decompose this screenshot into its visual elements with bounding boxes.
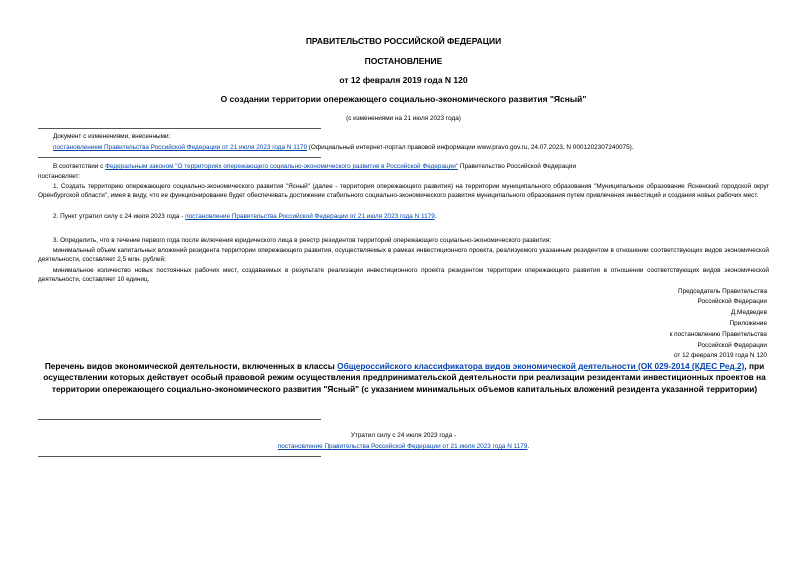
preamble xyxy=(53,162,576,171)
decides-label: постановляет: xyxy=(38,173,81,180)
item-2-post: . xyxy=(434,213,437,220)
item-3a: минимальный объем капитальных вложений резидента территории опережающего развития, осуществляемых в рамках инвестиционного проекта, реализуемого указанным резидентом в отношении соответствующих видов экономической деятельности, составляет 2,5 млн. рублей; xyxy=(38,247,769,264)
item-3b: минимальное количество новых постоянных рабочих мест, создаваемых в результате реализации инвестиционного проекта резидентом территории опережающего развития в отношении соответствующих видов экономической деятельности, составляет 10 единиц. xyxy=(38,267,769,284)
appendix-country: Российской Федерации xyxy=(697,342,767,349)
changes-tail: (Официальный интернет-портал правовой информации www.pravo.gov.ru, 24.07.2023, N 0001202307240075). xyxy=(307,144,634,151)
changes-intro: Документ с изменениями, внесенными: xyxy=(53,133,171,140)
divider-bottom xyxy=(38,157,321,158)
okved-link[interactable]: Общероссийского классификатора видов экономической деятельности (ОК 029-2014 (КДЕС Ред.2) xyxy=(337,361,745,371)
changes-line xyxy=(53,143,634,152)
void-line-1: Утратил силу с 24 июля 2023 года - xyxy=(350,432,457,439)
preamble-post: Правительство Российской Федерации xyxy=(458,163,577,170)
item-1: 1. Создать территорию опережающего социально-экономического развития "Ясный" (далее - территория опережающего развития) на территории муниципального образования "Муниципальное образование Ясненский городской округ Оренбургской области", имея в виду, что ее функционирование будет обеспечивать достижение стабильного социально-экономического развития муниципального образования путем привлечения инвестиций и создания новых рабочих мест. xyxy=(38,183,769,200)
divider-void-bottom xyxy=(38,456,321,457)
revision-note: (с изменениями на 21 июля 2023 года) xyxy=(346,115,461,122)
item-2-link[interactable]: постановление Правительства Российской Федерации от 21 июля 2023 года N 1179 xyxy=(185,213,435,220)
document-date: от 12 февраля 2019 года N 120 xyxy=(339,75,468,85)
signature-title: Председатель Правительства xyxy=(678,288,767,295)
list-title-post: , при осуществлении которых действует особый правовой режим осуществления предпринимательской деятельности при реализации резидентами инвестиционных проектов на территории опережающего социально-экономического развития "Ясный" (с указанием минимальных объемов капитальных вложений резидента указанной территории) xyxy=(43,361,766,394)
appendix-ref: к постановлению Правительства xyxy=(669,331,767,338)
appendix-date: от 12 февраля 2019 года N 120 xyxy=(674,352,767,359)
changes-link[interactable]: постановлением Правительства Российской Федерации от 21 июля 2023 года N 1179 xyxy=(53,144,307,151)
list-title-pre: Перечень видов экономической деятельности, включенных в классы xyxy=(44,361,338,371)
signature-country: Российской Федерации xyxy=(697,298,767,305)
void-line-2 xyxy=(0,442,807,451)
appendix-label: Приложение xyxy=(729,320,767,327)
void-link[interactable]: постановление Правительства Российской Федерации от 21 июля 2023 года N 1179 xyxy=(277,443,528,450)
item-2 xyxy=(53,212,437,221)
preamble-pre: В соответствии с xyxy=(53,163,106,170)
document-type: ПОСТАНОВЛЕНИЕ xyxy=(364,56,443,66)
void-post: . xyxy=(527,443,530,450)
list-title xyxy=(38,361,771,395)
item-3: 3. Определить, что в течение первого года после включения юридического лица в реестр резидентов территорий опережающего социально-экономического развития: xyxy=(53,237,552,244)
federal-law-link[interactable]: Федеральным законом "О территориях опережающего социально-экономического развития в Российской Федерации" xyxy=(105,163,459,170)
item-2-pre: 2. Пункт утратил силу с 24 июля 2023 года - xyxy=(53,213,186,220)
divider-void-top xyxy=(38,419,321,420)
signature-name: Д.Медведев xyxy=(730,309,767,316)
document-title: О создании территории опережающего социально-экономического развития "Ясный" xyxy=(220,94,587,104)
government-heading: ПРАВИТЕЛЬСТВО РОССИЙСКОЙ ФЕДЕРАЦИИ xyxy=(305,36,502,46)
divider-top xyxy=(38,128,321,129)
